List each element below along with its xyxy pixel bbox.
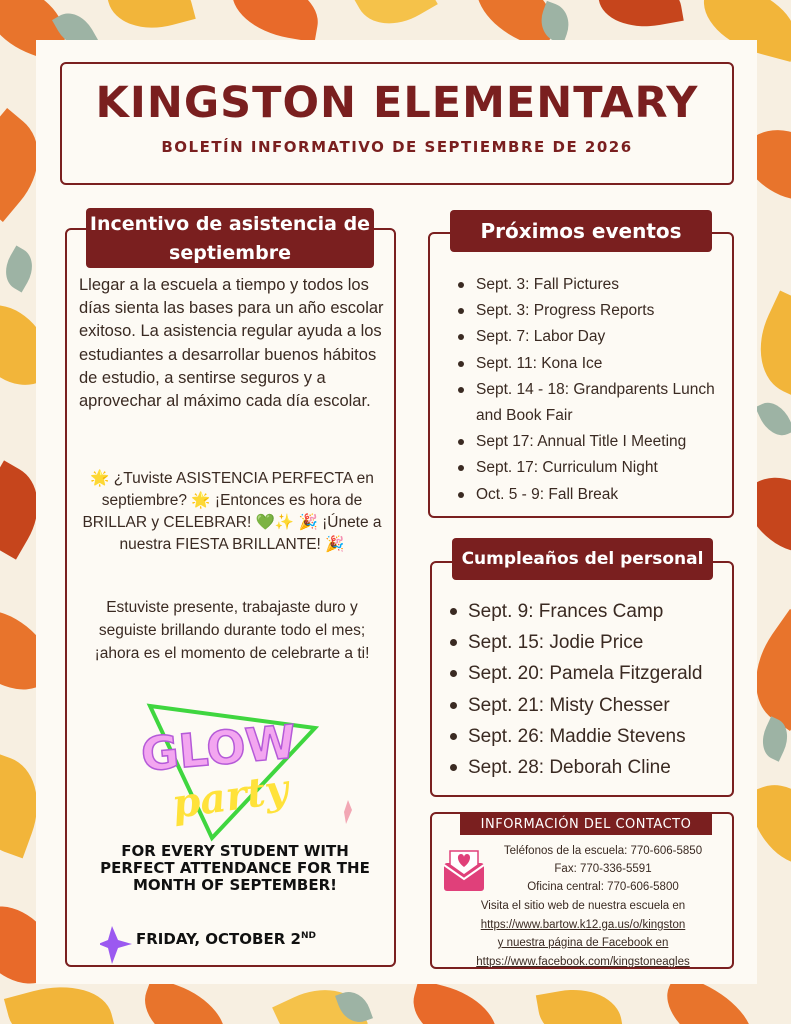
list-item: Oct. 5 - 9: Fall Break [458, 482, 728, 508]
contact-title: INFORMACIÓN DEL CONTACTO [460, 814, 712, 835]
events-title: Próximos eventos [450, 210, 712, 252]
list-item: Sept. 20: Pamela Fitzgerald [448, 658, 733, 689]
school-phone: Teléfonos de la escuela: 770-606-5850 Fax: 770-336-5591 [503, 845, 703, 875]
attendance-perfect: 🌟 ¿Tuviste ASISTENCIA PERFECTA en septiembre? 🌟 ¡Entonces es hora de BRILLAR y CELEBRAR! 💚✨ 🎉 ¡Únete a nuestra FIESTA BRILLANTE! 🎉 [82, 470, 382, 553]
flyer-date [136, 930, 366, 948]
flyer-date-suffix: ND [300, 931, 316, 941]
list-item: Sept. 11: Kona Ice [458, 351, 728, 377]
party-text: party [169, 765, 292, 829]
attendance-title: Incentivo de asistencia de septiembre [86, 208, 374, 268]
leaf-icon [755, 396, 791, 441]
leaf-icon [104, 0, 196, 39]
leaf-icon [0, 246, 41, 293]
leaf-icon [596, 0, 683, 35]
list-item: Sept. 14 - 18: Grandparents Lunch and Book Fair [458, 377, 728, 429]
list-item: Sept. 26: Maddie Stevens [448, 721, 733, 752]
list-item: Sept. 28: Deborah Cline [448, 752, 733, 783]
central-office-phone: Oficina central: 770-606-5800 [527, 881, 679, 893]
leaf-icon [352, 0, 438, 39]
events-list [458, 272, 728, 508]
newsletter-header [60, 62, 734, 185]
list-item: Sept. 15: Jodie Price [448, 627, 733, 658]
school-name: KINGSTON ELEMENTARY [95, 78, 699, 128]
contact-phones [498, 842, 708, 896]
flyer-message: FOR EVERY STUDENT WITH PERFECT ATTENDANCE FOR THE MONTH OF SEPTEMBER! [100, 842, 370, 894]
facebook-intro: y nuestra página de Facebook en [497, 937, 669, 949]
leaf-icon [226, 0, 324, 42]
list-item: Sept. 3: Fall Pictures [458, 272, 728, 298]
leaf-icon [536, 981, 624, 1024]
leaf-icon [404, 979, 505, 1024]
list-item: Sept. 17: Curriculum Night [458, 455, 728, 481]
website-link[interactable]: https://www.bartow.k12.ga.us/o/kingston [480, 918, 686, 931]
birthdays-title: Cumpleaños del personal [452, 538, 713, 580]
contact-links [442, 897, 724, 971]
list-item: Sept 17: Annual Title I Meeting [458, 429, 728, 455]
list-item: Sept. 3: Progress Reports [458, 298, 728, 324]
glow-text: GLOW [138, 714, 299, 782]
list-item: Sept. 21: Misty Chesser [448, 690, 733, 721]
visit-text: Visita el sitio web de nuestra escuela en [480, 900, 686, 912]
birthdays-list [448, 596, 733, 783]
newsletter-subtitle: BOLETÍN INFORMATIVO DE SEPTIEMBRE DE 2026 [161, 138, 633, 156]
attendance-intro: Llegar a la escuela a tiempo y todos los días sienta las bases para un año escolar exitoso. La asistencia regular ayuda a los estudiantes a desarrollar buenos hábitos de estudio, a sentirse seguros y a aprovechar al máximo cada día escolar. [79, 276, 384, 411]
sparkle-shape [344, 800, 352, 824]
list-item: Sept. 7: Labor Day [458, 324, 728, 350]
attendance-present: Estuviste presente, trabajaste duro y seguiste brillando durante todo el mes; ¡ahora es el momento de celebrarte a ti! [94, 599, 370, 662]
star-icon [100, 926, 132, 964]
facebook-link[interactable]: https://www.facebook.com/kingstoneagles [476, 955, 690, 968]
mail-heart-icon [442, 845, 486, 893]
flyer-date-text: FRIDAY, OCTOBER 2 [136, 930, 301, 948]
list-item: Sept. 9: Frances Camp [448, 596, 733, 627]
